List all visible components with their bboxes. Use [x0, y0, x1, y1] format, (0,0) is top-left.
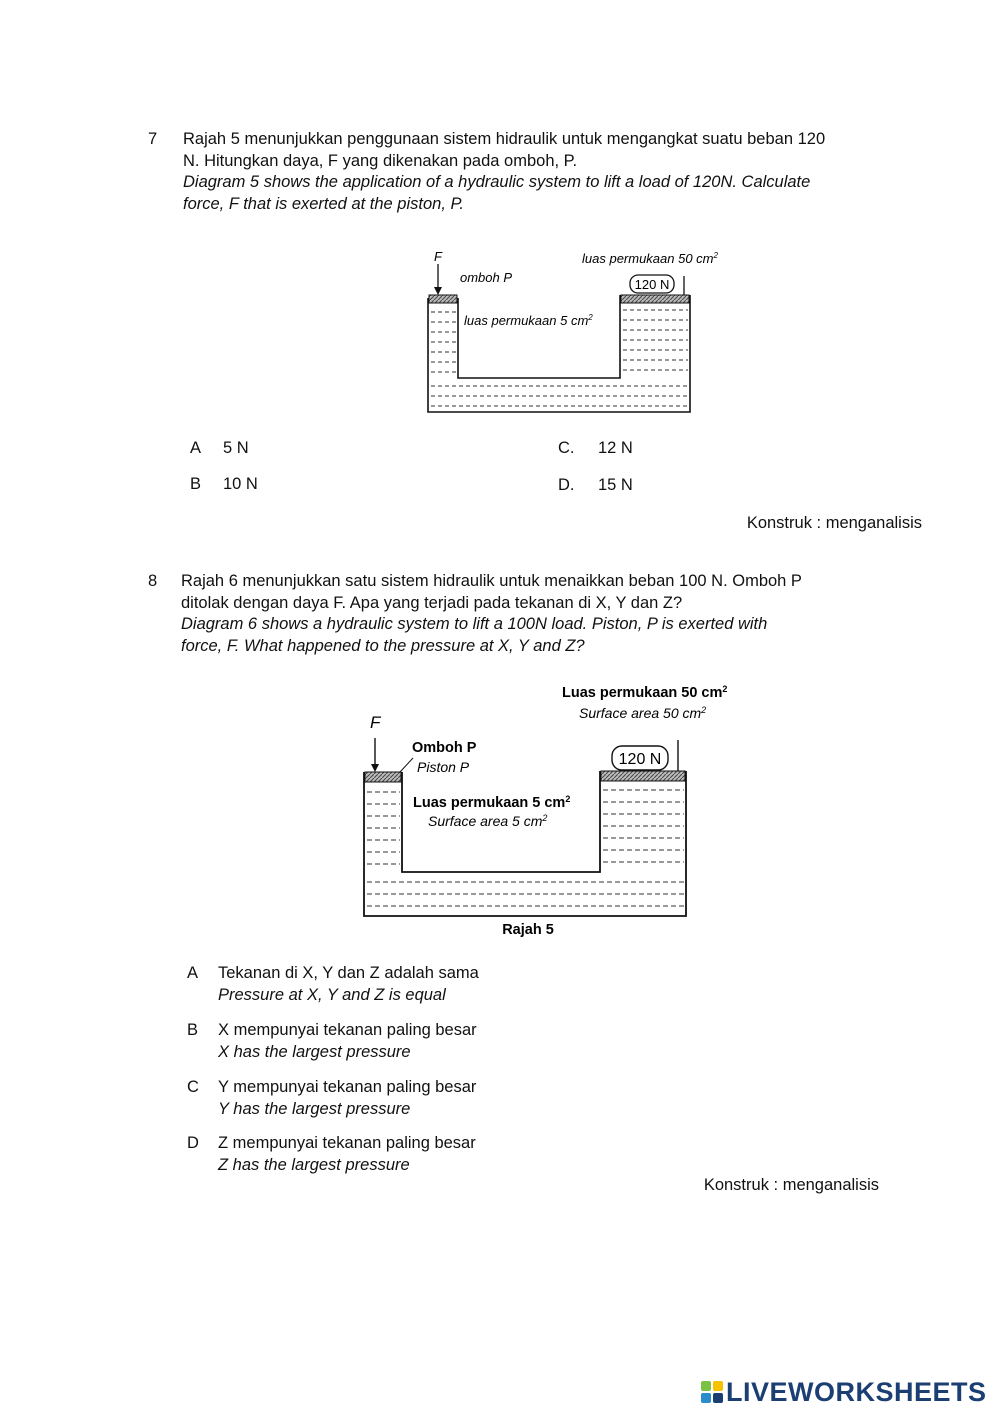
q8-force-label: F [370, 713, 381, 732]
q8-option-a-malay: Tekanan di X, Y dan Z adalah sama [218, 964, 479, 982]
q7-option-a[interactable] [190, 437, 249, 459]
q7-option-b[interactable] [190, 473, 258, 495]
q8-option-c-english: Y has the largest pressure [218, 1100, 411, 1118]
q7-text-english [183, 172, 810, 215]
q7-line-2: N. Hitungkan daya, F yang dikenakan pada omboh, P. [183, 151, 578, 170]
liveworksheets-logo-icon [700, 1379, 726, 1405]
q7-small-piston [429, 295, 457, 303]
liveworksheets-logo [700, 1377, 987, 1407]
q8-option-b-english: X has the largest pressure [218, 1043, 411, 1061]
q7-line-3: Diagram 5 shows the application of a hydraulic system to lift a load of 120N. Calculate [183, 173, 811, 191]
q8-text-english [181, 614, 767, 657]
q7-option-b-text: 10 N [223, 475, 258, 493]
q8-piston-malay: Omboh P [412, 740, 477, 756]
q8-option-b[interactable] [187, 1019, 477, 1061]
q7-number: 7 [148, 130, 158, 148]
q8-option-d-letter: D [187, 1134, 199, 1152]
q8-area-small-malay: Luas permukaan 5 $cm^2$ [413, 794, 571, 811]
q7-piston-label: omboh P [460, 270, 513, 285]
q7-line-1: Rajah 5 menunjukkan penggunaan sistem hidraulik untuk mengangkat suatu beban 120 [183, 130, 826, 148]
q8-text-malay [181, 571, 802, 614]
q7-option-d[interactable] [558, 474, 633, 496]
q8-option-c-letter: C [187, 1078, 199, 1096]
q8-number: 8 [148, 572, 158, 590]
q8-area-small-english: Surface area 5 $cm^2$ [428, 813, 548, 829]
q7-option-c-text: 12 N [598, 439, 633, 457]
q8-option-b-letter: B [187, 1021, 199, 1039]
q7-force-arrowhead [434, 287, 442, 295]
q8-small-piston [365, 772, 401, 782]
q8-hydraulic-diagram [350, 678, 770, 943]
q8-option-a[interactable] [187, 962, 479, 1004]
q7-option-a-text: 5 N [223, 439, 249, 457]
q7-area-large-label: luas permukaan 50 $cm^2$ [582, 251, 718, 266]
q8-option-d[interactable] [187, 1132, 476, 1174]
q8-construct: Konstruk : menganalisis [703, 1176, 879, 1194]
q8-line-1: Rajah 6 menunjukkan satu sistem hidraulik untuk menaikkan beban 100 N. Omboh P [181, 572, 802, 590]
q8-load-label: 120 N [618, 751, 662, 768]
q8-force-arrowhead [371, 764, 379, 772]
q8-option-c[interactable] [187, 1076, 477, 1118]
q8-container [364, 771, 686, 916]
q7-construct: Konstruk : menganalisis [746, 514, 922, 532]
q7-force-label: F [434, 249, 442, 264]
q8-line-4: force, F. What happened to the pressure at X, Y and Z? [181, 636, 585, 655]
q7-option-d-text: 15 N [598, 476, 633, 494]
q8-option-c-malay: Y mempunyai tekanan paling besar [218, 1078, 477, 1096]
q8-caption: Rajah 5 [502, 922, 554, 938]
q8-large-piston [601, 771, 685, 781]
q7-option-c[interactable] [558, 437, 633, 459]
q8-option-a-letter: A [187, 964, 199, 982]
q8-option-d-english: Z has the largest pressure [218, 1156, 410, 1174]
q7-option-d-letter: D. [558, 476, 575, 494]
q7-line-4: force, F that is exerted at the piston, P. [183, 194, 464, 213]
liveworksheets-brand-text: LIVEWORKSHEETS [726, 1376, 987, 1407]
q7-load-label: 120 N [634, 277, 670, 292]
q7-option-a-letter: A [190, 439, 202, 457]
q8-line-2: ditolak dengan daya F. Apa yang terjadi pada tekanan di X, Y dan Z? [181, 593, 683, 612]
q8-area-large-english: Surface area 50 $cm^2$ [579, 705, 707, 721]
q8-option-a-english: Pressure at X, Y and Z is equal [218, 986, 446, 1004]
q8-option-b-malay: X mempunyai tekanan paling besar [218, 1021, 477, 1039]
q7-option-b-letter: B [190, 475, 202, 493]
q7-large-piston [621, 295, 689, 303]
q8-piston-english: Piston P [417, 759, 470, 775]
q8-line-3: Diagram 6 shows a hydraulic system to lift a 100N load. Piston, P is exerted with [181, 615, 768, 633]
q7-option-c-letter: C. [558, 439, 575, 457]
q7-text-malay [183, 129, 825, 172]
q7-area-small-label: luas permukaan 5 $cm^2$ [464, 313, 593, 328]
q8-area-large-malay: Luas permukaan 50 $cm^2$ [562, 684, 728, 701]
q8-option-d-malay: Z mempunyai tekanan paling besar [218, 1134, 476, 1152]
q7-hydraulic-diagram [410, 240, 750, 420]
